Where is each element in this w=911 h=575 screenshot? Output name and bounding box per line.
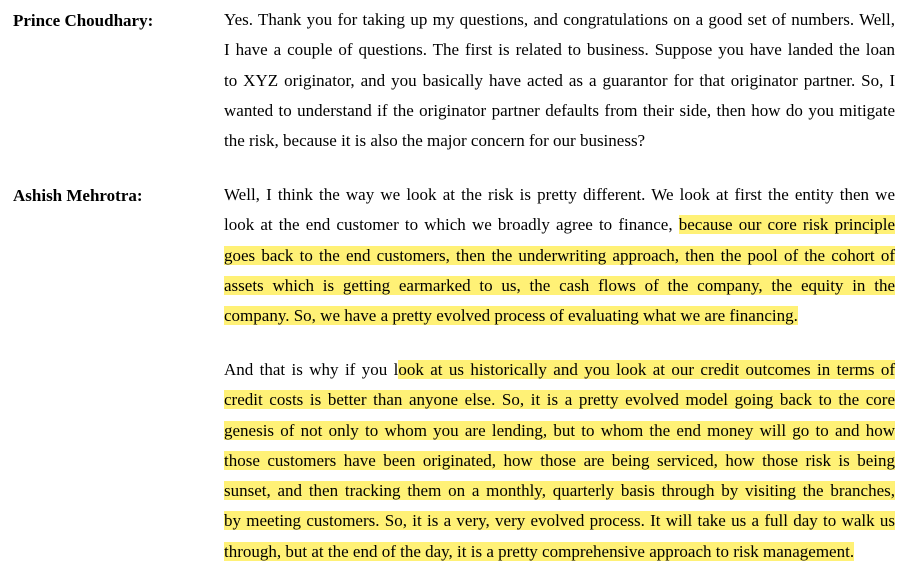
- highlighted-segment: genesis of not only to whom you are lending, but to whom the end money will go to and how: [224, 420, 895, 440]
- paragraph-line: [224, 480, 895, 510]
- paragraph-line: [224, 359, 895, 389]
- highlighted-segment: because our core risk principle: [678, 215, 895, 235]
- text-segment: Well, I think the way we look at the risk is pretty different. We look at first the entity then we: [224, 185, 895, 204]
- speaker-paragraph: [224, 9, 895, 160]
- highlighted-segment: company. So, we have a pretty evolved process of evaluating what we are financing.: [224, 306, 798, 326]
- text-segment: I have a couple of questions. The first is related to business. Suppose you have landed the loan: [224, 40, 895, 60]
- paragraph-line: [224, 9, 895, 39]
- highlighted-segment: sunset, and then tracking them on a monthly, quarterly basis through by visiting the branches,: [224, 481, 895, 501]
- paragraph-line: [224, 245, 895, 275]
- text-segment: And that is why if you l: [224, 360, 399, 379]
- text-segment: wanted to understand if the originator partner defaults from their side, then how do you mitigate: [224, 100, 895, 120]
- speaker-paragraph: [224, 184, 895, 335]
- paragraph-line: [224, 100, 895, 130]
- paragraph-line: [224, 214, 895, 244]
- speaker-paragraph: [224, 359, 895, 571]
- paragraph-line: [224, 541, 895, 571]
- paragraph-line: [224, 420, 895, 450]
- highlighted-segment: credit costs is better than anyone else. So, it is a pretty evolved model going back to the core: [224, 390, 895, 410]
- highlighted-segment: by meeting customers. So, it is a very, very evolved process. It will take us a full day to walk us: [224, 511, 895, 531]
- text-segment: to XYZ originator, and you basically have acted as a guarantor for that originator partner. So, I: [224, 70, 895, 90]
- highlighted-segment: goes back to the end customers, then the underwriting approach, then the pool of the cohort of: [224, 245, 895, 265]
- paragraph-line: [224, 184, 895, 214]
- paragraph-line: [224, 130, 895, 160]
- paragraph-line: [224, 510, 895, 540]
- highlighted-segment: assets which is getting earmarked to us, the cash flows of the company, the equity in the: [224, 275, 895, 295]
- paragraph-line: [224, 305, 895, 335]
- speaker-name: Prince Choudhary:: [13, 11, 154, 30]
- highlighted-segment: through, but at the end of the day, it is a pretty comprehensive approach to risk management.: [224, 541, 855, 561]
- paragraph-line: [224, 70, 895, 100]
- paragraph-line: [224, 275, 895, 305]
- paragraph-line: [224, 389, 895, 419]
- paragraph-line: [224, 450, 895, 480]
- highlighted-segment: ook at us historically and you look at our credit outcomes in terms of: [398, 360, 895, 379]
- text-segment: the risk, because it is also the major concern for our business?: [224, 131, 646, 151]
- highlighted-segment: those customers have been originated, how those are being serviced, how those risk is being: [224, 450, 895, 470]
- text-segment: Yes. Thank you for taking up my questions, and congratulations on a good set of numbers. Well,: [224, 10, 895, 29]
- text-segment: look at the end customer to which we broadly agree to finance,: [224, 215, 679, 235]
- speaker-name: Ashish Mehrotra:: [13, 186, 143, 205]
- paragraph-line: [224, 39, 895, 69]
